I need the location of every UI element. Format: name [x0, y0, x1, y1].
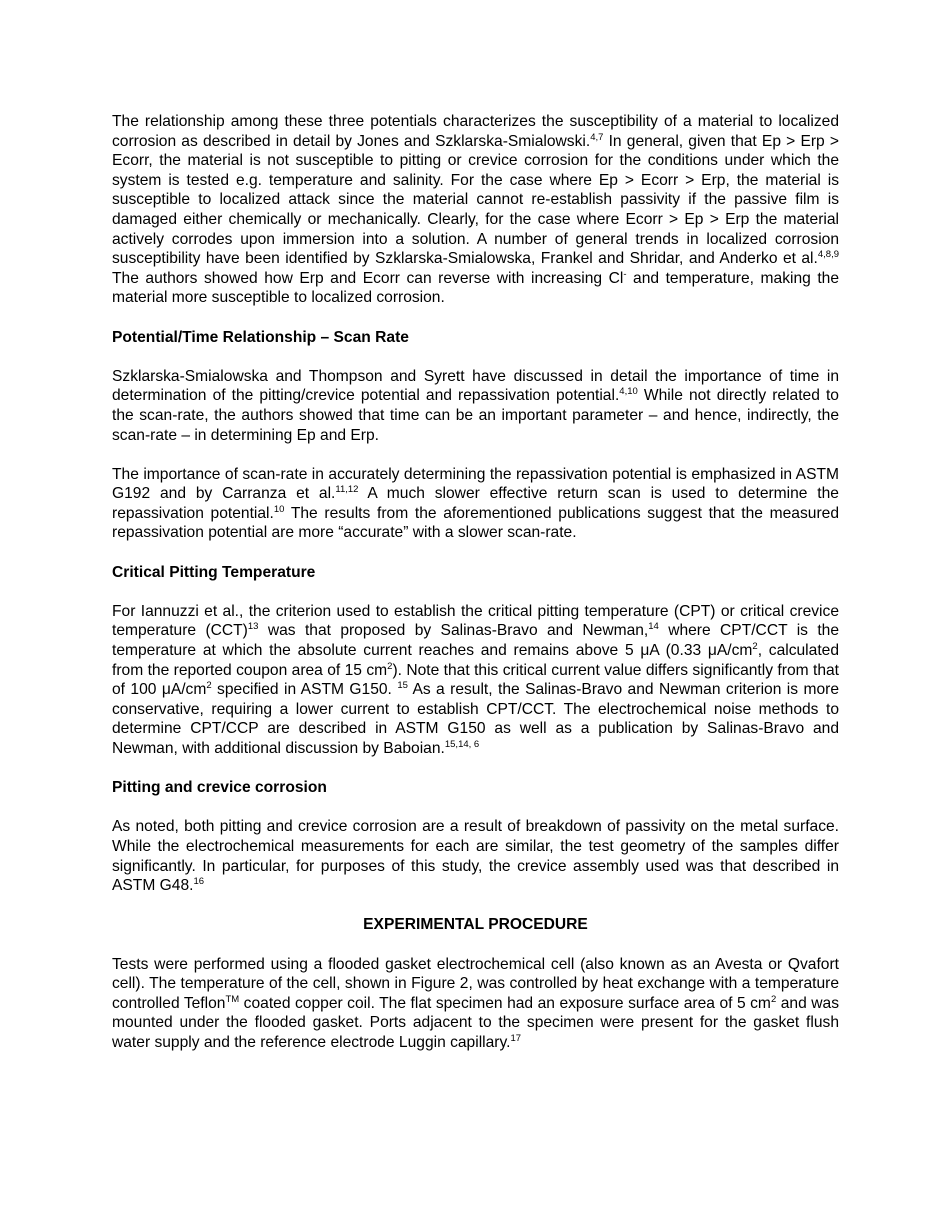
text-run: As a result, the Salinas-Bravo and Newman criterion is more conservative, requiring a lower current to establish CPT/CCT. The electrochemical noise methods to determine CPT/CCP are described in ASTM G150 as well as a publication by Salinas-Bravo and Newman, with additional discussion by Baboian. [112, 681, 839, 757]
text-run: The relationship among these three potentials characterizes the susceptibility of a material to localized corrosion as described in detail by Jones and Szklarska-Smialowski. [112, 113, 839, 150]
citation-superscript: 13 [247, 621, 259, 633]
text-run: was that proposed by Salinas-Bravo and Newman, [258, 622, 649, 640]
text-run: Szklarska-Smialowska and Thompson and Syrett have discussed in detail the importance of time in determination of the pitting/crevice potential and repassivation potential. [112, 367, 839, 405]
paragraph-pitting-crevice [112, 817, 839, 895]
section-heading-pitting-crevice: Pitting and crevice corrosion [112, 779, 327, 797]
text-run: where CPT/CCT is the temperature at which the absolute current reaches and remains above 5 μA (0.33 μA/cm [112, 622, 840, 660]
text-run: For Iannuzzi et al., the criterion used to establish the critical pitting temperature (CPT) or critical crevice temperature (CCT) [112, 602, 839, 640]
paragraph-experimental [112, 955, 839, 1053]
text-run: While not directly related to the scan-rate, the authors showed that time can be an important parameter – and hence, indirectly, the scan-rate – in determining Ep and Erp. [112, 387, 839, 444]
citation-superscript: 16 [193, 876, 205, 888]
citation-superscript: 14 [648, 621, 659, 633]
text-run: As noted, both pitting and crevice corrosion are a result of breakdown of passivity on the metal surface. While the electrochemical measurements for each are similar, the test geometry of the samples differ significantly. In particular, for purposes of this study, the crevice assembly used was that described in ASTM G48. [112, 818, 839, 895]
citation-superscript: 15 [397, 680, 408, 692]
text-run: In general, given that Ep > Erp > Ecorr, the material is not susceptible to pitting or crevice corrosion for the conditions under which the system is tested e.g. temperature and salinity. For the case where Ep > Ecorr > Erp, the material is susceptible to localized attack since the material cannot re-establish passivity if the passive film is damaged either chemically or mechanically. Clearly, for the case where Ecorr > Ep > Erp the material actively corrodes upon immersion into a solution. A number of general trends in localized corrosion susceptibility have been identified by Szklarska-Smialowska, Frankel and Shridar, and Anderko et al. [112, 132, 839, 268]
superscript: 2 [387, 660, 393, 672]
text-run: coated copper coil. The flat specimen had an exposure surface area of 5 cm [239, 994, 771, 1012]
citation-superscript: 4,8,9 [817, 249, 839, 261]
citation-superscript: 11,12 [335, 484, 359, 496]
section-heading-scan-rate: Potential/Time Relationship – Scan Rate [112, 328, 409, 346]
text-run: Tests were performed using a flooded gasket electrochemical cell (also known as an Avesta or Qvafort cell). The temperature of the cell, shown in Figure 2, was controlled by heat exchange with a temperature controlled Teflon [112, 955, 839, 1012]
section-heading-cpt: Critical Pitting Temperature [112, 563, 316, 581]
text-run: ). Note that this critical current value differs significantly from that of 100 μA/cm [112, 661, 839, 699]
trademark-superscript: TM [225, 993, 240, 1005]
superscript: 2 [752, 641, 758, 653]
citation-superscript: 4,10 [619, 386, 638, 398]
paragraph-scan-rate-importance [112, 465, 839, 543]
superscript: 2 [206, 680, 212, 692]
text-run: The importance of scan-rate in accurately determining the repassivation potential is emphasized in ASTM G192 and by Carranza et al. [112, 465, 839, 503]
text-run: The results from the aforementioned publications suggest that the measured repassivation potential are more “accurate” with a slower scan-rate. [112, 504, 839, 542]
text-run: and temperature, making the material more susceptible to localized corrosion. [112, 269, 840, 307]
text-run: The authors showed how Erp and Ecorr can reverse with increasing Cl [112, 269, 624, 287]
superscript: 2 [770, 993, 777, 1005]
text-run: A much slower effective return scan is used to determine the repassivation potential. [112, 485, 839, 522]
text-run: and was mounted under the flooded gasket. Ports adjacent to the specimen were present for the gasket flush water supply and the reference electrode Luggin capillary. [112, 994, 839, 1051]
section-heading-experimental: EXPERIMENTAL PROCEDURE [363, 916, 588, 934]
text-run: specified in ASTM G150. [211, 681, 398, 699]
citation-superscript: 10 [273, 503, 285, 515]
superscript: - [623, 268, 627, 280]
paragraph-time-importance [112, 367, 839, 445]
text-run: , calculated from the reported coupon area of 15 cm [112, 642, 839, 679]
citation-superscript: 15,14, 6 [444, 739, 480, 750]
paragraph-potentials [112, 112, 839, 308]
paragraph-cpt-criterion [112, 602, 839, 759]
document-page [112, 112, 839, 1053]
citation-superscript: 4,7 [590, 131, 604, 143]
citation-superscript: 17 [510, 1032, 522, 1044]
